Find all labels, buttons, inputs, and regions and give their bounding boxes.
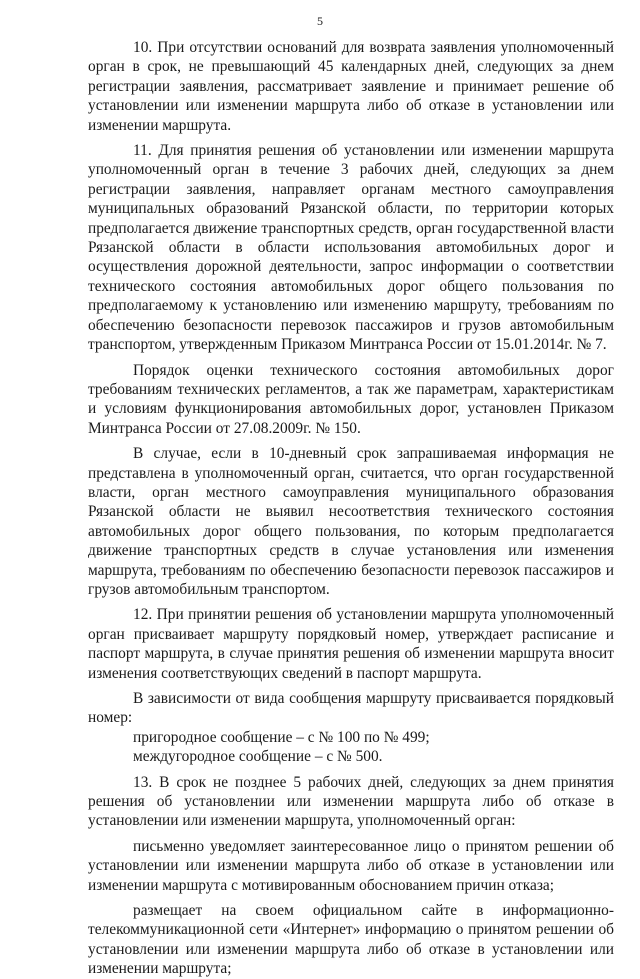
- page-number: 5: [317, 14, 323, 28]
- paragraph-numbering: В зависимости от вида сообщения маршруту присваивается порядковый номер:: [88, 690, 614, 727]
- paragraph-10: 10. При отсутствии оснований для возврата заявления уполномоченный орган в срок, не превышающий 45 календарных дней, следующих за днем регистрации заявления, рассматривает заявление и принимает решение об установлении или изменении маршрута либо об отказе в установлении или изменении маршрута.: [88, 39, 614, 134]
- paragraph-11: 11. Для принятия решения об установлении или изменении маршрута уполномоченный орган в течение 3 рабочих дней, следующих за днем регистрации заявления, направляет органам местного самоуправления муниципальных образований Рязанской области, по территории которых предполагается движение транспортных средств, орган государственной власти Рязанской области в области использования автомобильных дорог и осуществления дорожной деятельности, запрос информации о соответствии технического состояния автомобильных дорог общего пользования по предполагаемому к установлению или изменению маршруту, требованиям по обеспечению безопасности перевозок пассажиров и грузов автомобильным транспортом, утвержденным Приказом Минтранса России от 15.01.2014г. № 7.: [88, 142, 614, 354]
- list-item-suburban: пригородное сообщение – с № 100 по № 499;: [133, 728, 430, 746]
- paragraph-13: 13. В срок не позднее 5 рабочих дней, следующих за днем принятия решения об установлении или изменении маршрута либо об отказе в установлении или изменении маршрута, уполномоченный орган:: [88, 773, 614, 830]
- list-item-intercity: междугородное сообщение – с № 500.: [133, 748, 383, 766]
- paragraph-notify: письменно уведомляет заинтересованное лицо о принятом решении об установлении или изменении маршрута либо об отказе в установлении или изменении маршрута с мотивированным обоснованием причин отказа;: [88, 837, 614, 894]
- paragraph-assessment-order: Порядок оценки технического состояния автомобильных дорог требованиям технических регламентов, а так же параметрам, характеристикам и условиям функционирования автомобильных дорог, установлен Приказом Минтранса России от 27.08.2009г. № 150.: [88, 361, 614, 437]
- paragraph-no-response: В случае, если в 10-дневный срок запрашиваемая информация не представлена в уполномоченный орган, считается, что орган государственной власти, орган местного самоуправления муниципального образования Рязанской области не выявил несоответствия технического состояния автомобильных дорог общего пользования, по которым предполагается движение транспортных средств в случае установления или изменения маршрута, требованиям по обеспечению безопасности перевозок пассажиров и грузов автомобильным транспортом.: [88, 445, 614, 598]
- paragraph-publish: размещает на своем официальном сайте в информационно-телекоммуникационной сети «Интернет» информацию о принятом решении об установлении или изменении маршрута либо об отказе в установлении или изменении маршрута;: [88, 902, 614, 978]
- paragraph-12: 12. При принятии решения об установлении маршрута уполномоченный орган присваивает маршруту порядковый номер, утверждает расписание и паспорт маршрута, в случае принятия решения об изменении маршрута вносит изменения соответствующих сведений в паспорт маршрута.: [88, 606, 614, 682]
- document-body: [88, 38, 614, 979]
